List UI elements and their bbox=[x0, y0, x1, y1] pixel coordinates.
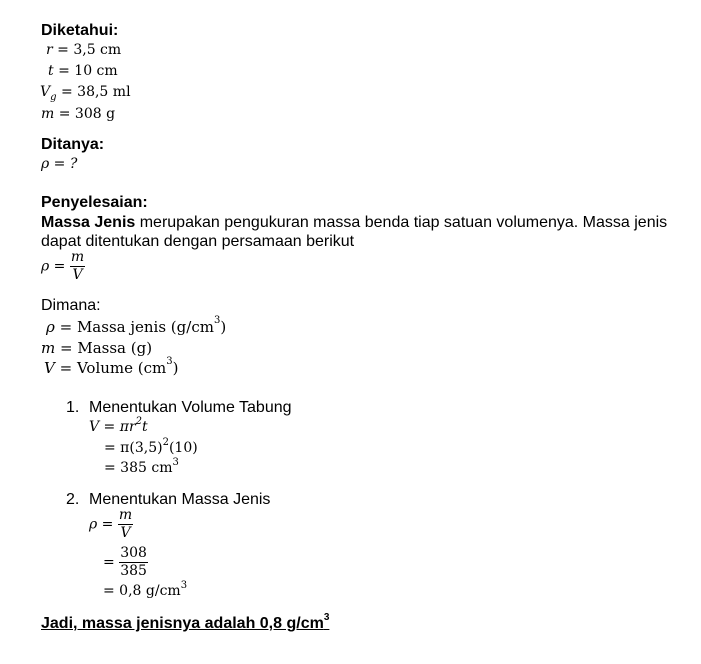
step-2-formula bbox=[89, 507, 133, 542]
step-2-title: Menentukan Massa Jenis bbox=[89, 491, 271, 508]
symbol-r: r bbox=[46, 42, 53, 58]
def-v-text: = Volume (cm bbox=[59, 359, 167, 377]
conclusion bbox=[41, 612, 330, 633]
solution-intro-line1 bbox=[41, 214, 667, 232]
symbol-g: g bbox=[50, 91, 57, 103]
intro-bold: Massa Jenis bbox=[41, 214, 136, 231]
def-v-symbol: V bbox=[44, 359, 55, 377]
step-2-formula-fraction bbox=[118, 507, 133, 542]
asked-heading: Ditanya: bbox=[41, 136, 105, 153]
step-1-title: Menentukan Volume Tabung bbox=[89, 399, 292, 416]
value-r: 3,5 cm bbox=[73, 42, 122, 58]
step-1-line3-text: = 385 cm bbox=[104, 460, 173, 476]
def-m-text: = Massa (g) bbox=[60, 339, 153, 357]
value-t: 10 cm bbox=[74, 63, 118, 79]
def-m-symbol: m bbox=[41, 339, 56, 357]
def-rho-close: ) bbox=[220, 318, 227, 336]
def-rho bbox=[46, 315, 227, 336]
symbol-m: m bbox=[41, 106, 55, 122]
step-1-line3 bbox=[104, 457, 179, 476]
conclusion-text: Jadi, massa jenisnya adalah 0,8 g/cm bbox=[41, 615, 324, 632]
step-2-formula-num: m bbox=[118, 507, 133, 523]
given-r: r = 3,5 cm bbox=[46, 42, 122, 58]
def-rho-symbol: ρ bbox=[46, 318, 55, 336]
step-1-line2-sup: 2 bbox=[162, 437, 169, 448]
step-1-line1-sup: 2 bbox=[135, 416, 143, 427]
intro-text: merupakan pengukuran massa benda tiap satuan volumenya. Massa jenis bbox=[135, 214, 668, 231]
density-formula bbox=[41, 249, 85, 284]
formula-fraction bbox=[70, 249, 85, 284]
given-vg: $V_g = 38,5$ ml bbox=[40, 84, 131, 103]
step-1-line2-post: (10) bbox=[168, 440, 198, 456]
step-1-line1 bbox=[89, 416, 148, 435]
step-1-line1-tail: t bbox=[142, 419, 148, 435]
step-1-line3-sup: 3 bbox=[172, 457, 179, 468]
step-2-eq: = bbox=[103, 554, 115, 571]
def-v-sup: 3 bbox=[166, 356, 173, 367]
conclusion-sup: 3 bbox=[323, 612, 330, 623]
def-rho-text: = Massa jenis (g/cm bbox=[59, 318, 214, 336]
solution-intro-line2: dapat ditentukan dengan persamaan berikut bbox=[41, 233, 355, 250]
given-m: m = 308 g bbox=[41, 106, 116, 122]
def-m bbox=[41, 339, 152, 357]
value-m: 308 g bbox=[74, 106, 116, 122]
step-2-values-den: 385 bbox=[120, 563, 147, 579]
step-2-formula-den: V bbox=[120, 525, 131, 541]
step-2-result-text: = 0,8 g/cm bbox=[103, 583, 181, 599]
step-2-values bbox=[103, 545, 148, 580]
value-vg: 38,5 ml bbox=[77, 84, 131, 100]
formula-lhs: ρ = bbox=[41, 258, 66, 275]
def-v-close: ) bbox=[172, 359, 179, 377]
step-2-values-fraction bbox=[119, 545, 148, 580]
step-2-number: 2. bbox=[66, 491, 80, 508]
given-t: t = 10 cm bbox=[48, 63, 118, 79]
asked-expr: ρ = ? bbox=[41, 156, 78, 172]
solution-heading: Penyelesaian: bbox=[41, 194, 148, 211]
step-1-line1-lhs: V = πr bbox=[89, 419, 136, 435]
symbol-t: t bbox=[48, 63, 54, 79]
step-2-result-sup: 3 bbox=[180, 580, 188, 591]
step-1-line2-pre: = π(3,5) bbox=[104, 440, 163, 456]
given-heading: Diketahui: bbox=[41, 22, 119, 39]
step-2-formula-lhs: ρ = bbox=[89, 516, 114, 533]
step-2-result bbox=[103, 580, 188, 599]
formula-denominator: V bbox=[72, 267, 83, 283]
def-v bbox=[44, 356, 179, 377]
where-label: Dimana: bbox=[41, 297, 101, 314]
step-2-values-num: 308 bbox=[120, 545, 147, 561]
step-1-line2 bbox=[104, 437, 198, 456]
step-1-number: 1. bbox=[66, 399, 80, 416]
def-rho-sup: 3 bbox=[213, 315, 221, 326]
formula-numerator: m bbox=[70, 249, 85, 265]
symbol-v: V bbox=[40, 84, 51, 100]
